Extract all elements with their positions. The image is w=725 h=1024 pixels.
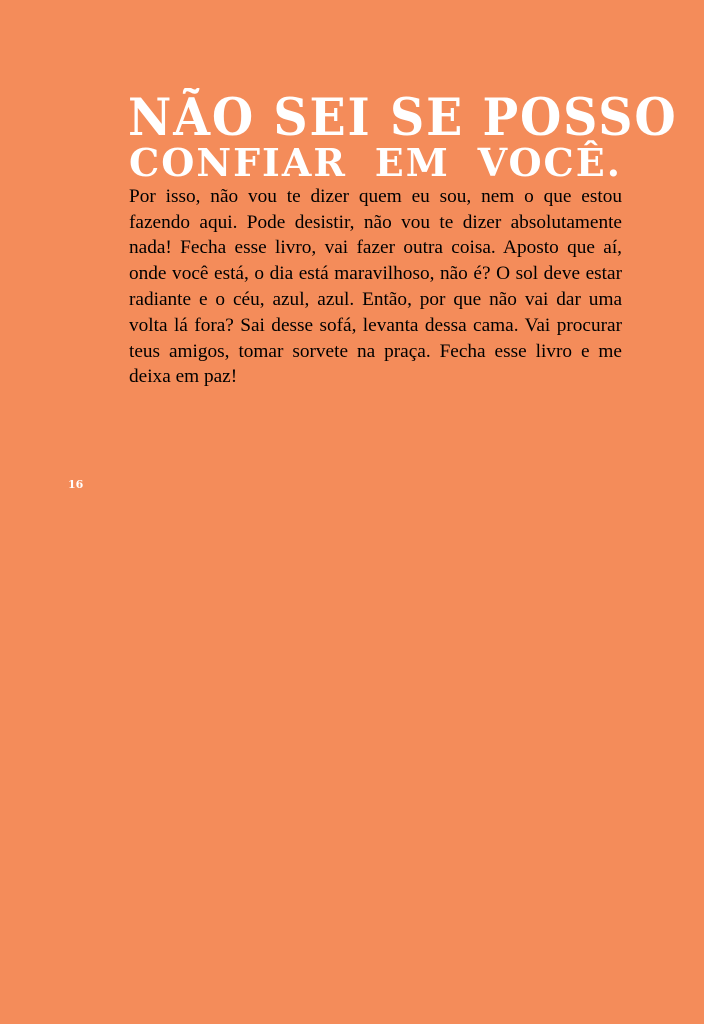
body-text: Por isso, não vou te dizer quem eu sou, nem o que estou fazendo aqui. Pode desistir, não vou te dizer absolutamente nada! Fecha esse livro, vai fazer outra coisa. Aposto que aí, onde você está, o dia está maravilhoso, não é? O sol deve estar radiante e o céu, azul, azul. Então, por que não vai dar uma volta lá fora? Sai desse sofá, levanta dessa cama. Vai procurar teus amigos, tomar sorvete na praça. Fecha esse livro e me deixa em paz!: [129, 185, 622, 388]
headline-line-2: CONFIAR EM VOCÊ.: [129, 140, 622, 185]
body-paragraph: [129, 140, 622, 390]
headline-line-1: NÃO SEI SE POSSO: [128, 88, 678, 148]
page-edge: [704, 0, 725, 1024]
page-number: 16: [68, 478, 84, 491]
